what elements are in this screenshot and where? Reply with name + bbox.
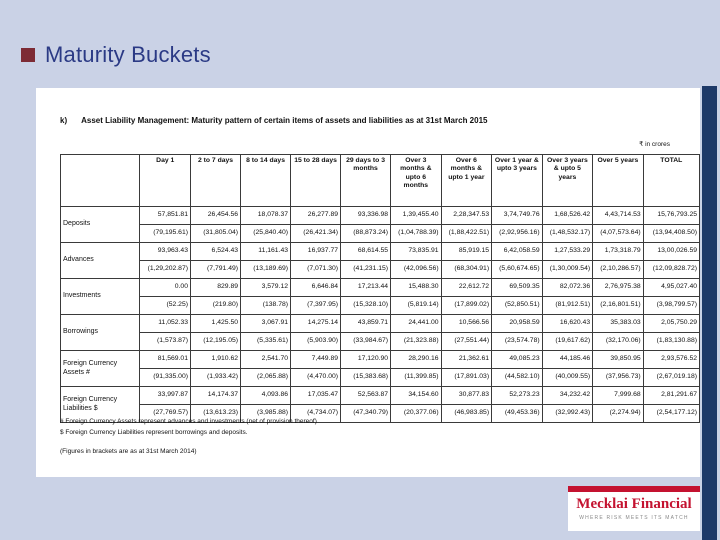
cell-previous-value: (2,274.94) (593, 405, 644, 423)
cell-previous-value: (5,903.90) (291, 333, 341, 351)
cell-current-value: 7,999.68 (593, 387, 644, 405)
row-label: Foreign Currency Liabilities $ (61, 387, 140, 423)
cell-current-value: 44,185.46 (542, 351, 593, 369)
cell-current-value: 2,05,750.29 (643, 315, 699, 333)
cell-current-value: 69,509.35 (492, 279, 543, 297)
cell-previous-value: (4,07,573.64) (593, 225, 644, 243)
cell-previous-value: (49,453.36) (492, 405, 543, 423)
cell-previous-value: (23,574.78) (492, 333, 543, 351)
cell-current-value: 17,213.44 (341, 279, 391, 297)
cell-previous-value: (2,065.88) (241, 369, 291, 387)
table-row-previous-year (61, 369, 700, 387)
cell-previous-value: (5,819.14) (391, 297, 442, 315)
cell-current-value: 13,00,026.59 (643, 243, 699, 261)
cell-previous-value: (12,09,828.72) (643, 261, 699, 279)
cell-current-value: 3,579.12 (241, 279, 291, 297)
maturity-table-body (61, 207, 700, 423)
cell-current-value: 52,563.87 (341, 387, 391, 405)
cell-previous-value: (27,769.57) (140, 405, 191, 423)
cell-current-value: 2,76,975.38 (593, 279, 644, 297)
cell-previous-value: (42,096.56) (391, 261, 442, 279)
maturity-table-head (61, 155, 700, 207)
cell-previous-value: (1,29,202.87) (140, 261, 191, 279)
column-header: 8 to 14 days (241, 155, 291, 207)
cell-previous-value: (2,16,801.51) (593, 297, 644, 315)
cell-current-value: 30,877.83 (441, 387, 492, 405)
cell-current-value: 68,614.55 (341, 243, 391, 261)
row-label-header (61, 155, 140, 207)
cell-current-value: 1,73,318.79 (593, 243, 644, 261)
cell-current-value: 26,277.89 (291, 207, 341, 225)
cell-current-value: 34,154.60 (391, 387, 442, 405)
cell-previous-value: (15,328.10) (341, 297, 391, 315)
cell-current-value: 1,425.50 (191, 315, 241, 333)
row-label: Advances (61, 243, 140, 279)
cell-current-value: 73,835.91 (391, 243, 442, 261)
table-row-previous-year (61, 225, 700, 243)
cell-previous-value: (68,304.91) (441, 261, 492, 279)
cell-current-value: 10,566.56 (441, 315, 492, 333)
cell-previous-value: (12,195.05) (191, 333, 241, 351)
cell-previous-value: (33,984.67) (341, 333, 391, 351)
square-bullet-icon (21, 48, 35, 62)
cell-previous-value: (88,873.24) (341, 225, 391, 243)
cell-current-value: 52,273.23 (492, 387, 543, 405)
cell-previous-value: (5,335.61) (241, 333, 291, 351)
table-row-current-year (61, 279, 700, 297)
cell-previous-value: (40,009.55) (542, 369, 593, 387)
cell-previous-value: (27,551.44) (441, 333, 492, 351)
cell-current-value: 16,620.43 (542, 315, 593, 333)
cell-previous-value: (13,94,408.50) (643, 225, 699, 243)
cell-previous-value: (3,985.88) (241, 405, 291, 423)
cell-current-value: 26,454.56 (191, 207, 241, 225)
cell-current-value: 4,43,714.53 (593, 207, 644, 225)
footnote-fc-liabilities: $ Foreign Currency Liabilities represent borrowings and deposits. (60, 429, 248, 436)
accent-sidebar (702, 86, 717, 540)
table-row-previous-year (61, 297, 700, 315)
cell-previous-value: (32,992.43) (542, 405, 593, 423)
slide-title-row (21, 42, 211, 68)
column-header: Over 3 months & upto 6 months (391, 155, 442, 207)
cell-previous-value: (91,335.00) (140, 369, 191, 387)
table-heading (60, 116, 487, 125)
table-row-current-year (61, 207, 700, 225)
company-logo (568, 486, 700, 531)
page-title: Maturity Buckets (45, 42, 211, 67)
cell-current-value: 11,161.43 (241, 243, 291, 261)
column-header: 15 to 28 days (291, 155, 341, 207)
cell-current-value: 17,035.47 (291, 387, 341, 405)
cell-current-value: 28,290.16 (391, 351, 442, 369)
content-panel (36, 88, 700, 477)
cell-previous-value: (32,170.06) (593, 333, 644, 351)
cell-current-value: 24,441.00 (391, 315, 442, 333)
cell-previous-value: (1,88,422.51) (441, 225, 492, 243)
cell-current-value: 1,27,533.29 (542, 243, 593, 261)
cell-previous-value: (20,377.06) (391, 405, 442, 423)
cell-previous-value: (4,734.07) (291, 405, 341, 423)
cell-current-value: 17,120.90 (341, 351, 391, 369)
footnote-bracket-figures: (Figures in brackets are as at 31st March 2014) (60, 448, 197, 455)
cell-current-value: 1,39,455.40 (391, 207, 442, 225)
row-label: Foreign Currency Assets # (61, 351, 140, 387)
cell-current-value: 35,383.03 (593, 315, 644, 333)
cell-current-value: 2,28,347.53 (441, 207, 492, 225)
logo-name: Mecklai Financial (576, 496, 692, 512)
cell-previous-value: (1,30,009.54) (542, 261, 593, 279)
maturity-table (60, 154, 700, 423)
cell-current-value: 2,93,576.52 (643, 351, 699, 369)
cell-previous-value: (15,383.68) (341, 369, 391, 387)
logo-tagline: WHERE RISK MEETS ITS MATCH (579, 514, 689, 521)
cell-current-value: 829.89 (191, 279, 241, 297)
cell-current-value: 6,646.84 (291, 279, 341, 297)
cell-previous-value: (2,67,019.18) (643, 369, 699, 387)
cell-current-value: 2,541.70 (241, 351, 291, 369)
cell-current-value: 14,275.14 (291, 315, 341, 333)
cell-previous-value: (4,470.00) (291, 369, 341, 387)
cell-current-value: 85,919.15 (441, 243, 492, 261)
cell-current-value: 4,093.86 (241, 387, 291, 405)
cell-previous-value: (79,195.61) (140, 225, 191, 243)
cell-previous-value: (138.78) (241, 297, 291, 315)
cell-previous-value: (1,04,788.39) (391, 225, 442, 243)
cell-current-value: 49,085.23 (492, 351, 543, 369)
table-row-current-year (61, 243, 700, 261)
cell-current-value: 11,052.33 (140, 315, 191, 333)
cell-current-value: 15,488.30 (391, 279, 442, 297)
cell-current-value: 14,174.37 (191, 387, 241, 405)
cell-current-value: 21,362.61 (441, 351, 492, 369)
cell-current-value: 1,910.62 (191, 351, 241, 369)
column-header: 29 days to 3 months (341, 155, 391, 207)
cell-current-value: 39,850.95 (593, 351, 644, 369)
cell-previous-value: (52.25) (140, 297, 191, 315)
cell-current-value: 22,612.72 (441, 279, 492, 297)
column-header: Over 5 years (593, 155, 644, 207)
cell-previous-value: (13,189.69) (241, 261, 291, 279)
table-header-row (61, 155, 700, 207)
cell-previous-value: (2,92,956.16) (492, 225, 543, 243)
cell-current-value: 3,74,749.76 (492, 207, 543, 225)
cell-previous-value: (7,791.49) (191, 261, 241, 279)
cell-current-value: 3,067.91 (241, 315, 291, 333)
cell-previous-value: (25,840.40) (241, 225, 291, 243)
row-label: Investments (61, 279, 140, 315)
cell-previous-value: (44,582.10) (492, 369, 543, 387)
table-row-current-year (61, 315, 700, 333)
cell-current-value: 0.00 (140, 279, 191, 297)
logo-red-bar (568, 486, 700, 492)
cell-current-value: 16,937.77 (291, 243, 341, 261)
cell-current-value: 93,963.43 (140, 243, 191, 261)
cell-previous-value: (13,613.23) (191, 405, 241, 423)
cell-previous-value: (52,850.51) (492, 297, 543, 315)
cell-previous-value: (47,340.79) (341, 405, 391, 423)
footnote-fc-assets: # Foreign Currency Assets represent advances and investments (net of provision thereof) (60, 418, 317, 425)
cell-previous-value: (17,899.02) (441, 297, 492, 315)
cell-previous-value: (26,421.34) (291, 225, 341, 243)
cell-previous-value: (1,48,532.17) (542, 225, 593, 243)
cell-current-value: 57,851.81 (140, 207, 191, 225)
cell-previous-value: (3,98,799.57) (643, 297, 699, 315)
cell-previous-value: (19,617.62) (542, 333, 593, 351)
cell-current-value: 1,68,526.42 (542, 207, 593, 225)
cell-current-value: 6,42,058.59 (492, 243, 543, 261)
cell-previous-value: (219.80) (191, 297, 241, 315)
cell-previous-value: (46,983.85) (441, 405, 492, 423)
currency-unit-note: ₹ in crores (639, 141, 670, 148)
cell-current-value: 15,76,793.25 (643, 207, 699, 225)
cell-current-value: 81,569.01 (140, 351, 191, 369)
cell-previous-value: (31,805.04) (191, 225, 241, 243)
cell-current-value: 93,336.98 (341, 207, 391, 225)
row-label: Deposits (61, 207, 140, 243)
cell-current-value: 33,997.87 (140, 387, 191, 405)
column-header: Over 3 years & upto 5 years (542, 155, 593, 207)
cell-current-value: 43,859.71 (341, 315, 391, 333)
cell-previous-value: (1,573.87) (140, 333, 191, 351)
cell-previous-value: (1,933.42) (191, 369, 241, 387)
column-header: Day 1 (140, 155, 191, 207)
cell-previous-value: (2,10,286.57) (593, 261, 644, 279)
cell-current-value: 82,072.36 (542, 279, 593, 297)
table-row-previous-year (61, 333, 700, 351)
cell-current-value: 34,232.42 (542, 387, 593, 405)
table-row-current-year (61, 351, 700, 369)
column-header: 2 to 7 days (191, 155, 241, 207)
cell-current-value: 2,81,291.67 (643, 387, 699, 405)
cell-current-value: 6,524.43 (191, 243, 241, 261)
cell-previous-value: (5,60,674.65) (492, 261, 543, 279)
cell-previous-value: (21,323.88) (391, 333, 442, 351)
cell-current-value: 18,078.37 (241, 207, 291, 225)
column-header: Over 1 year & upto 3 years (492, 155, 543, 207)
cell-previous-value: (37,956.73) (593, 369, 644, 387)
cell-previous-value: (2,54,177.12) (643, 405, 699, 423)
cell-previous-value: (41,231.15) (341, 261, 391, 279)
column-header: Over 6 months & upto 1 year (441, 155, 492, 207)
table-heading-text: Asset Liability Management: Maturity pattern of certain items of assets and liabilities as at 31st March 2015 (81, 116, 488, 125)
column-header: TOTAL (643, 155, 699, 207)
cell-current-value: 20,958.59 (492, 315, 543, 333)
cell-previous-value: (7,071.30) (291, 261, 341, 279)
table-heading-prefix: k) (60, 116, 68, 125)
cell-previous-value: (1,83,130.88) (643, 333, 699, 351)
cell-current-value: 7,449.89 (291, 351, 341, 369)
cell-current-value: 4,95,027.40 (643, 279, 699, 297)
cell-previous-value: (17,891.03) (441, 369, 492, 387)
cell-previous-value: (7,397.95) (291, 297, 341, 315)
table-row-previous-year (61, 261, 700, 279)
table-row-current-year (61, 387, 700, 405)
row-label: Borrowings (61, 315, 140, 351)
cell-previous-value: (81,912.51) (542, 297, 593, 315)
cell-previous-value: (11,399.85) (391, 369, 442, 387)
